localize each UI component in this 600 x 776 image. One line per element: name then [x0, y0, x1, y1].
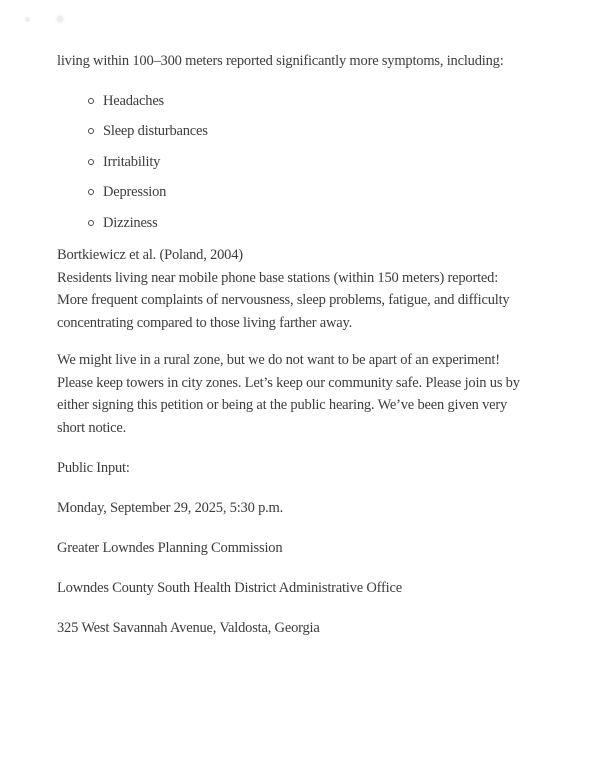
public-input-label: Public Input:	[57, 460, 130, 476]
symptom-label: Headaches	[103, 92, 164, 109]
study-citation: Bortkiewicz et al. (Poland, 2004)	[57, 247, 243, 263]
scan-artifact-dot	[25, 17, 30, 22]
circle-bullet-icon	[88, 128, 94, 134]
symptom-label: Dizziness	[103, 214, 158, 231]
meeting-datetime: Monday, September 29, 2025, 5:30 p.m.	[57, 500, 284, 516]
list-item	[88, 120, 542, 143]
study-finding: concentrating compared to those living farther away.	[57, 314, 353, 331]
appeal-text: Please keep towers in city zones. Let’s keep our community safe. Please join us by	[57, 374, 520, 391]
meeting-location: Lowndes County South Health District Administrative Office	[57, 580, 402, 596]
symptom-label: Sleep disturbances	[103, 123, 208, 139]
meeting-body: Greater Lowndes Planning Commission	[57, 540, 283, 556]
list-item	[88, 212, 542, 235]
study-finding: More frequent complaints of nervousness, sleep problems, fatigue, and difficulty	[57, 292, 510, 308]
list-item	[88, 151, 542, 174]
meeting-address: 325 West Savannah Avenue, Valdosta, Georgia	[57, 620, 320, 636]
intro-line: living within 100–300 meters reported significantly more symptoms, including:	[57, 53, 504, 69]
study-finding: Residents living near mobile phone base stations (within 150 meters) reported:	[57, 269, 499, 286]
circle-bullet-icon	[88, 98, 94, 104]
study-citation-paragraph	[57, 244, 542, 334]
list-item	[88, 181, 542, 204]
circle-bullet-icon	[88, 220, 94, 226]
appeal-text: We might live in a rural zone, but we do not want to be apart of an experiment!	[57, 352, 500, 368]
appeal-paragraph	[57, 349, 542, 439]
circle-bullet-icon	[88, 159, 94, 165]
symptom-label: Depression	[103, 184, 167, 200]
list-item	[88, 90, 542, 113]
scan-artifact-dot	[57, 16, 63, 22]
appeal-text: either signing this petition or being at the public hearing. We’ve been given very	[57, 397, 508, 413]
appeal-text: short notice.	[57, 419, 127, 436]
symptom-label: Irritability	[103, 153, 161, 170]
symptom-list	[88, 90, 542, 235]
circle-bullet-icon	[88, 189, 94, 195]
